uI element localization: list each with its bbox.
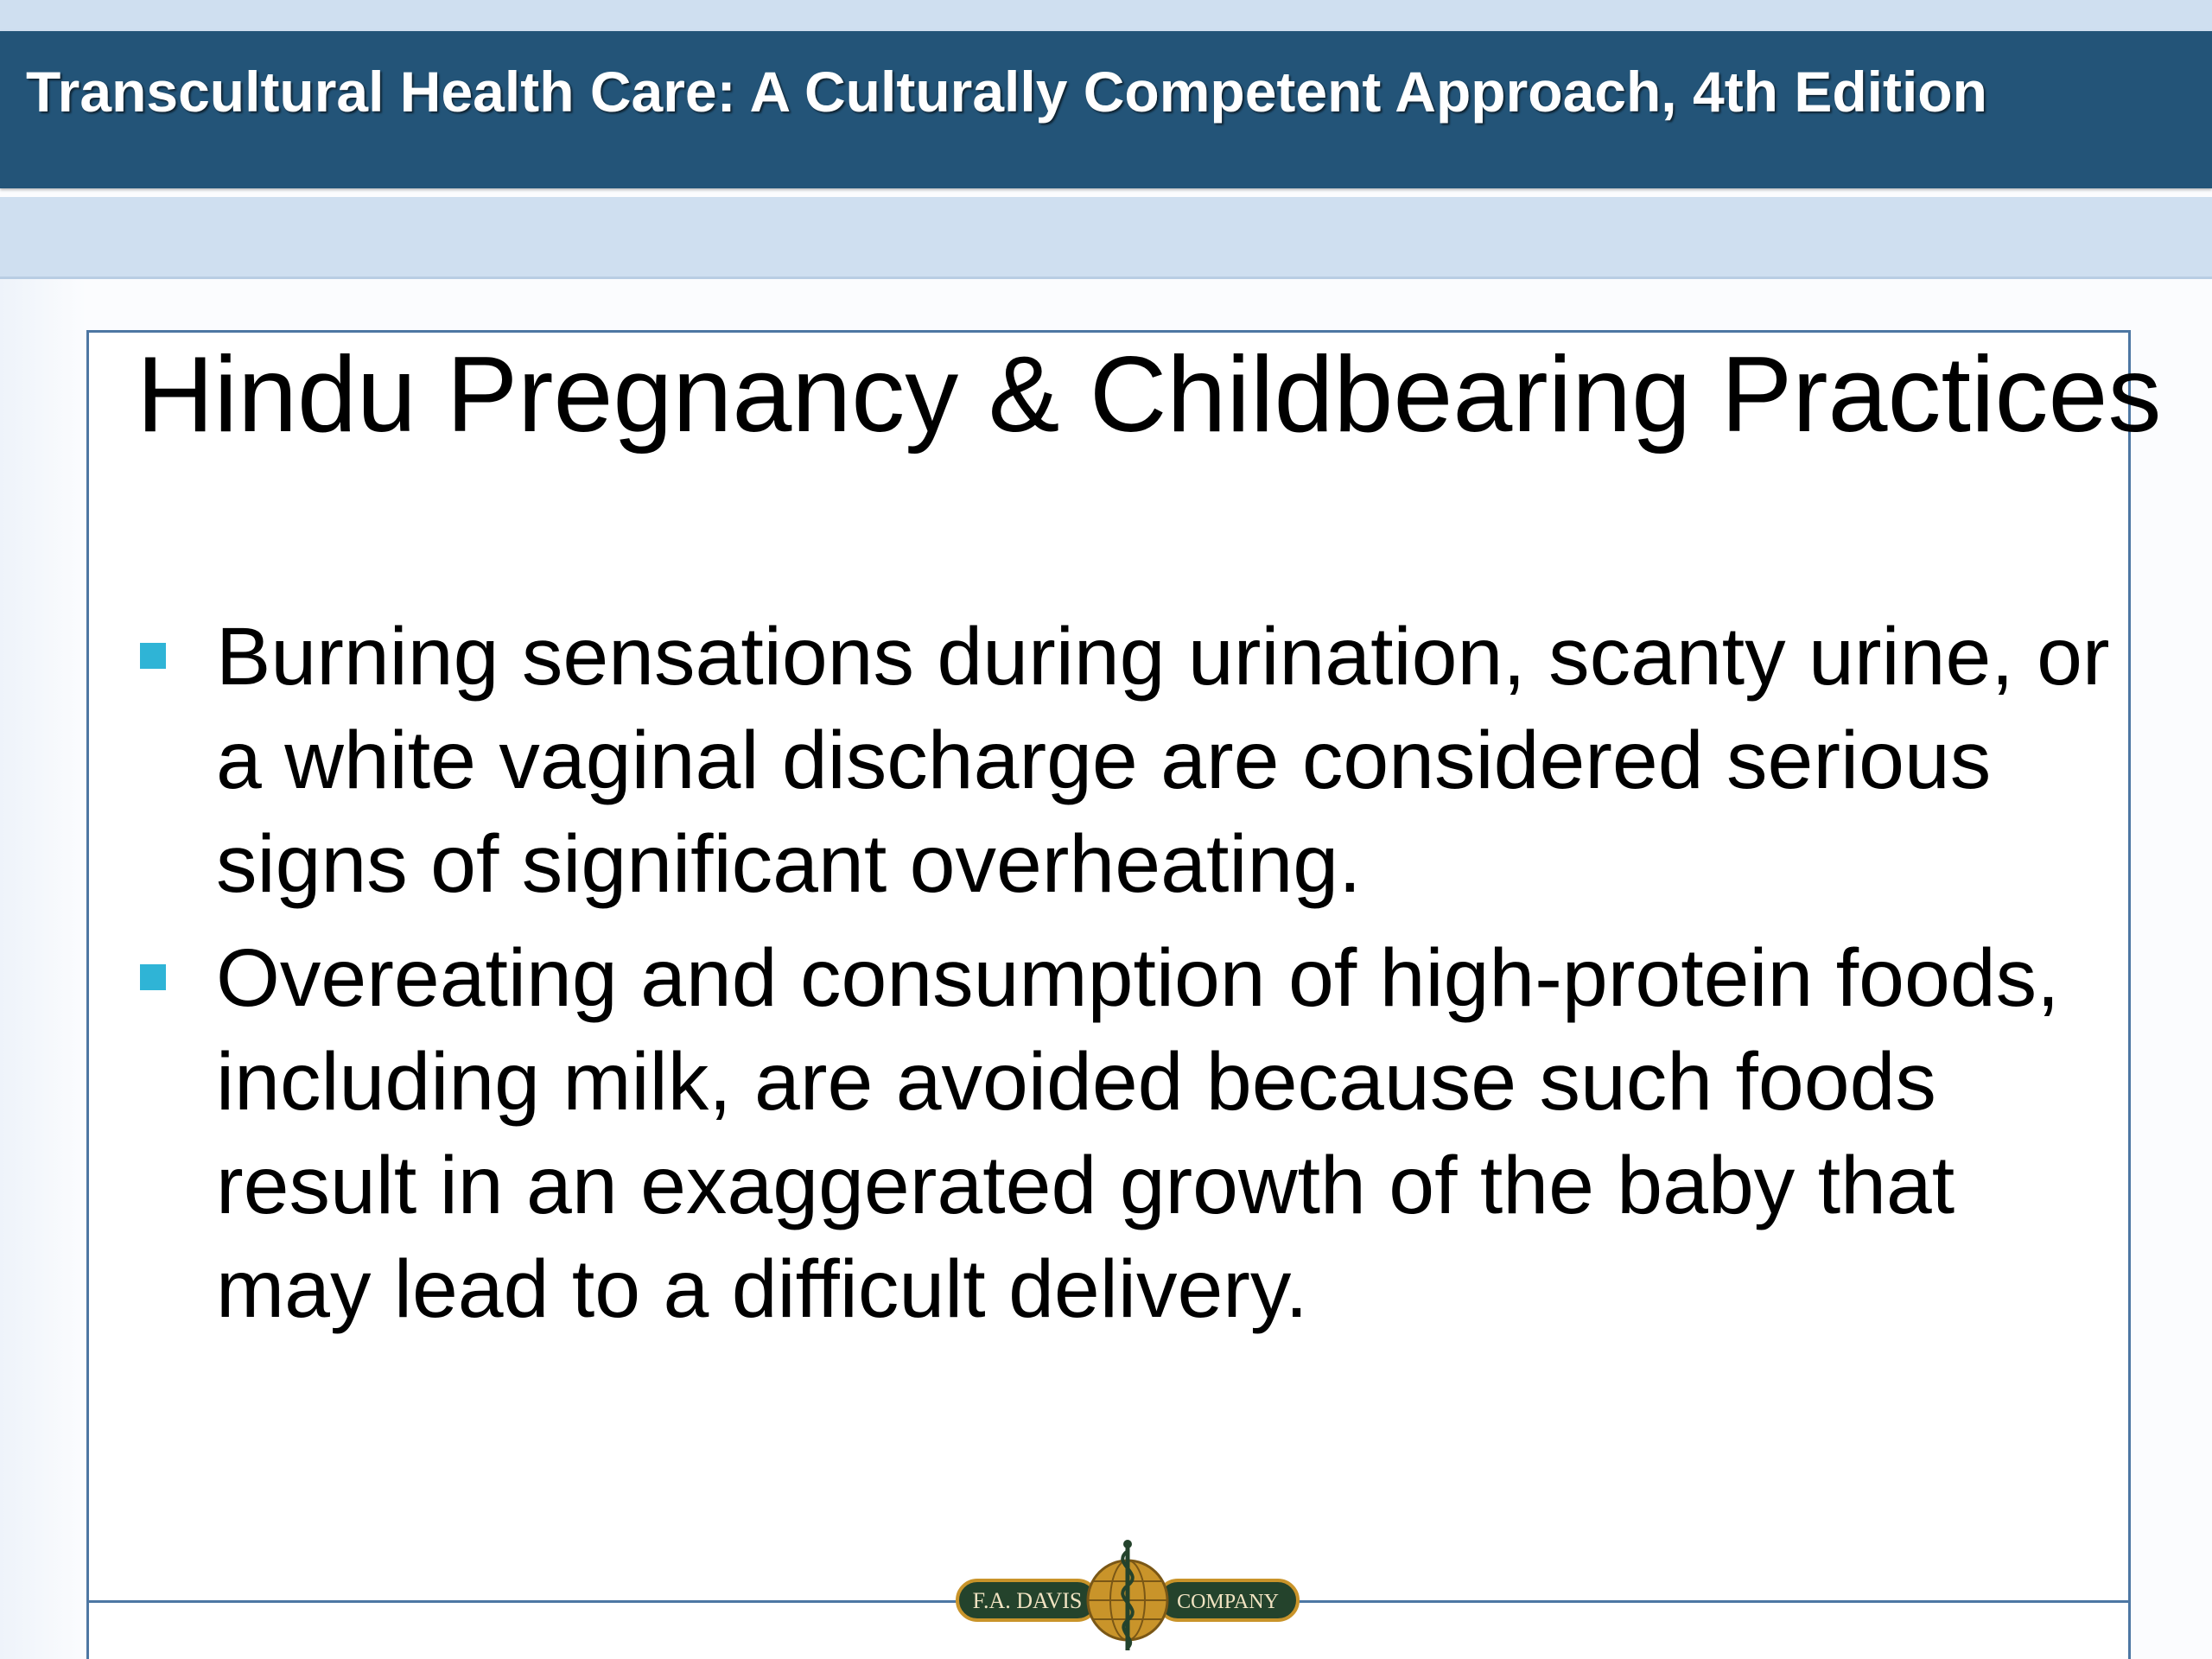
list-item: [137, 926, 2124, 1341]
square-bullet-icon: [140, 964, 166, 990]
slide-title: Hindu Pregnancy & Childbearing Practices: [137, 335, 2162, 454]
bullet-text: Burning sensations during urination, scanty urine, or a white vaginal discharge are considered serious signs of significant overheating.: [216, 611, 2110, 910]
fa-davis-logo: [955, 1534, 1300, 1655]
caduceus-globe-logo: [955, 1534, 1300, 1655]
bullet-text: Overeating and consumption of high-protein foods, including milk, are avoided because such foods result in an exaggerated growth of the baby that may lead to a difficult delivery.: [216, 932, 2060, 1335]
sub-band: [0, 197, 2212, 279]
square-bullet-icon: [140, 643, 166, 669]
list-item: [137, 605, 2124, 916]
side-shade: [0, 279, 86, 1659]
logo-right-text: COMPANY: [1177, 1591, 1279, 1613]
top-strip: [0, 0, 2212, 31]
bullet-list: [137, 605, 2124, 1351]
logo-left-text: F.A. DAVIS: [972, 1588, 1083, 1613]
header-title: Transcultural Health Care: A Culturally Competent Approach, 4th Edition: [26, 60, 1987, 124]
